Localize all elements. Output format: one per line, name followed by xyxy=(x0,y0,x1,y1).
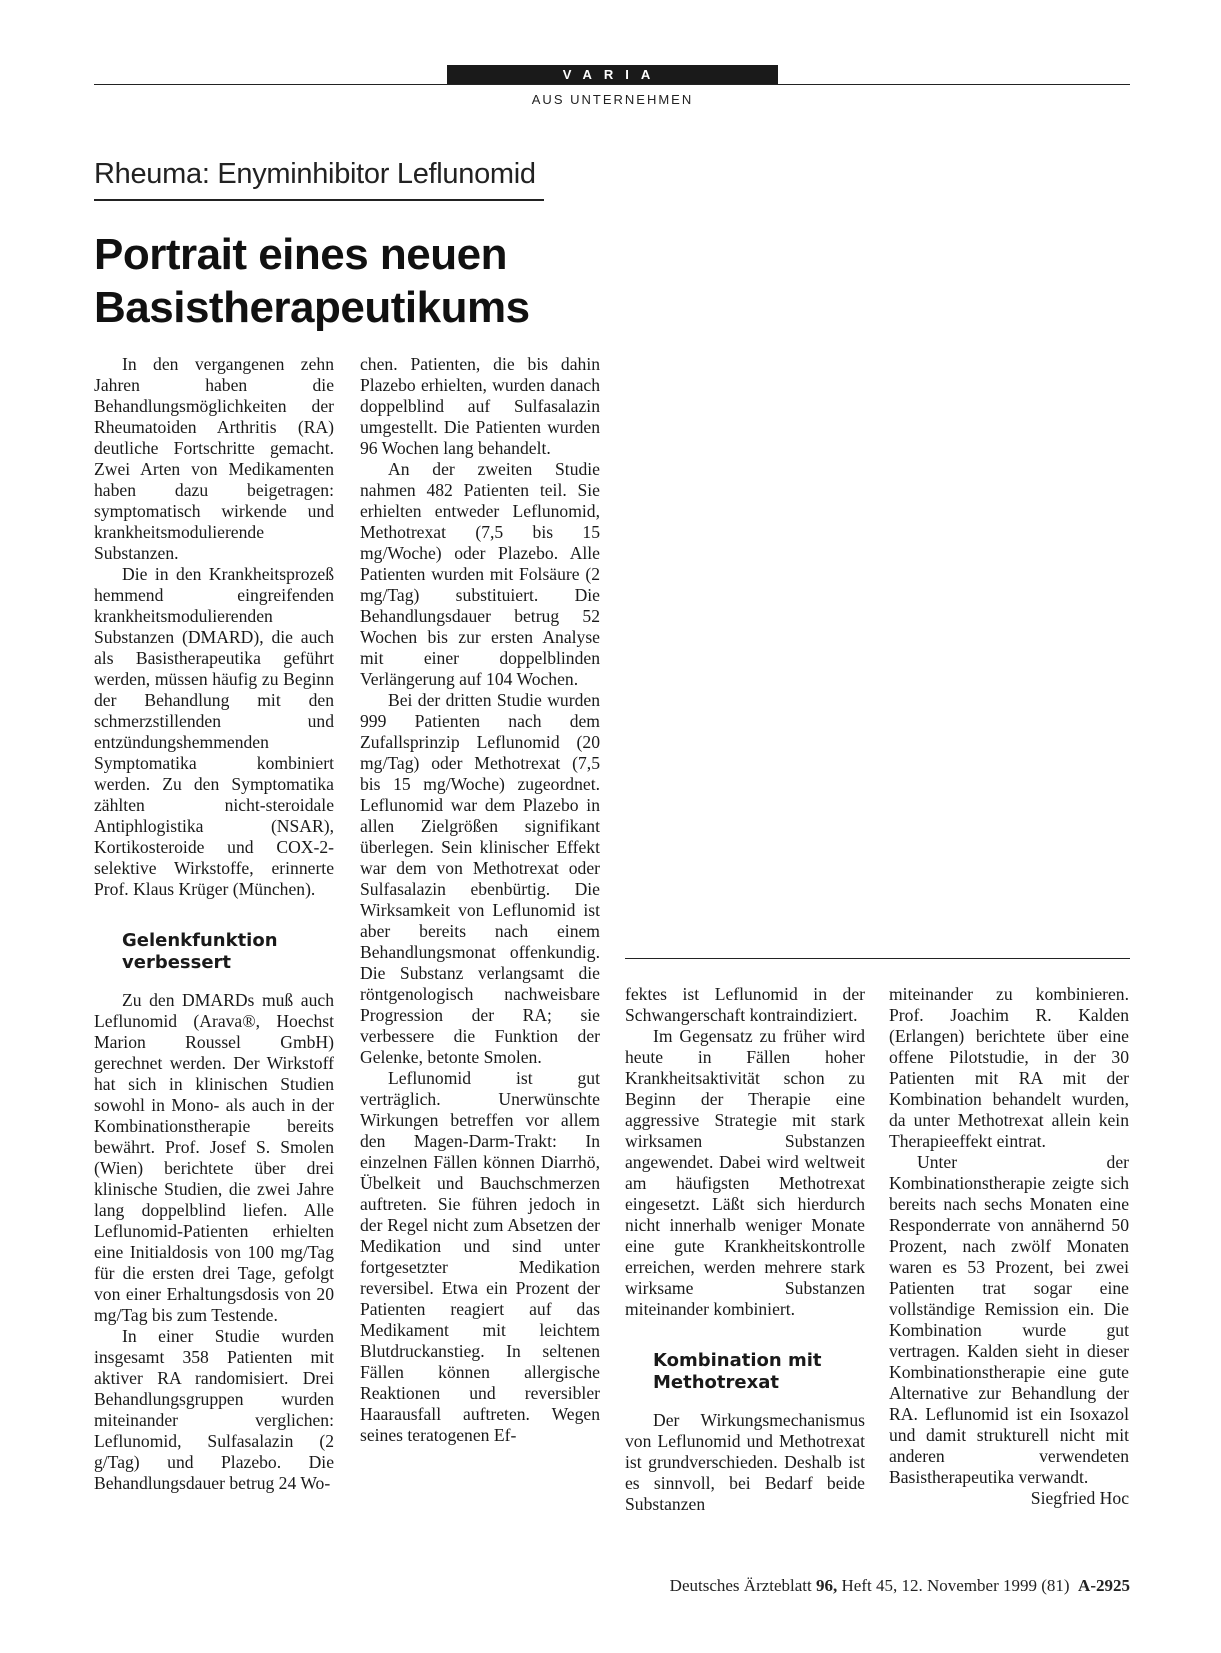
paragraph: chen. Patienten, die bis dahin Plazebo erhielten, wurden danach doppelblind auf Sulfasalazin umgestellt. Die Patienten wurden 96 Wochen lang behandelt. xyxy=(360,354,600,458)
text-column-3 xyxy=(625,984,865,1515)
paragraph: fektes ist Leflunomid in der Schwangerschaft kontraindiziert. xyxy=(625,984,865,1025)
subsection-label: AUS UNTERNEHMEN xyxy=(531,92,694,107)
column-divider-rule xyxy=(625,958,1130,959)
paragraph-text: Unter der Kombinationstherapie zeigte sich bereits nach sechs Monaten eine Responderrate von annähernd 50 Prozent, nach zwölf Monaten waren es 53 Prozent, bei zwei Patienten trat sogar eine vollständige Remission ein. Die Kombination wurde gut vertragen. Kalden sieht in dieser Kombinationstherapie eine gute Alternative zur Behandlung der RA. Leflunomid ist ein Isoxazol und damit strukturell nicht mit anderen verwendeten Basistherapeutika verwandt. xyxy=(889,1152,1129,1487)
text-column-2 xyxy=(360,354,600,1446)
paragraph: In den vergangenen zehn Jahren haben die Behandlungsmöglichkeiten der Rheumatoiden Arthritis (RA) deutliche Fortschritte gemacht. Zwei Arten von Medikamenten haben dazu beigetragen: symptomatisch wirkende und krankheitsmodulierende Substanzen. xyxy=(94,354,334,563)
paragraph: An der zweiten Studie nahmen 482 Patienten teil. Sie erhielten entweder Leflunomid, Methotrexat (7,5 bis 15 mg/Woche) oder Plazebo. Alle Patienten wurden mit Folsäure (2 mg/Tag) substituiert. Die Behandlungsdauer betrug 52 Wochen bis zur ersten Analyse mit einer doppelblinden Verlängerung auf 104 Wochen. xyxy=(360,459,600,689)
issue-info: Heft 45, 12. November 1999 (81) xyxy=(841,1576,1070,1595)
paragraph: miteinander zu kombinieren. Prof. Joachim R. Kalden (Erlangen) berichtete über eine offene Pilotstudie, in der 30 Patienten mit RA mit der Kombination behandelt wurden, da unter Methotrexat allein kein Therapieeffekt eintrat. xyxy=(889,984,1129,1151)
paragraph xyxy=(889,1152,1129,1508)
subheading: Gelenkfunktion verbessert xyxy=(122,930,278,973)
paragraph: Leflunomid ist gut verträglich. Unerwünschte Wirkungen betreffen vor allem den Magen-Darm-Trakt: In einzelnen Fällen können Diarrhö, Übelkeit und Bauchschmerzen auftreten. Sie führen jedoch in der Regel nicht zum Absetzen der Medikation und sind unter fortgesetzter Medikation reversibel. Etwa ein Prozent der Patienten reagiert auf das Medikament mit leichtem Blutdruckanstieg. In seltenen Fällen können allergische Reaktionen und reversibler Haarausfall auftreten. Wegen seines teratogenen Ef- xyxy=(360,1068,600,1445)
paragraph: Im Gegensatz zu früher wird heute in Fällen hoher Krankheitsaktivität schon zu Beginn der Therapie eine aggressive Strategie mit stark wirksamen Substanzen angewendet. Dabei wird weltweit am häufigsten Methotrexat eingesetzt. Läßt sich hierdurch nicht innerhalb weniger Monate eine gute Krankheitskontrolle erreichen, werden mehrere stark wirksame Substanzen miteinander kombiniert. xyxy=(625,1026,865,1319)
journal-name: Deutsches Ärzteblatt xyxy=(669,1576,812,1595)
journal-volume: 96, xyxy=(816,1576,838,1595)
paragraph: Die in den Krankheitsprozeß hemmend eingreifenden krankheitsmodulierenden Substanzen (DMARD), die auch als Basistherapeutika geführt werden, müssen häufig zu Beginn der Behandlung mit den schmerzstillenden und entzündungshemmenden Symptomatika kombiniert werden. Zu den Symptomatika zählten nicht-steroidale Antiphlogistika (NSAR), Kortikosteroide und COX-2-selektive Wirkstoffe, erinnerte Prof. Klaus Krüger (München). xyxy=(94,564,334,899)
paragraph: Der Wirkungsmechanismus von Leflunomid und Methotrexat ist grundverschieden. Deshalb ist es sinnvoll, bei Bedarf beide Substanzen xyxy=(625,1410,865,1514)
text-column-4 xyxy=(889,984,1129,1509)
article-kicker: Rheuma: Enyminhibitor Leflunomid xyxy=(94,158,536,190)
paragraph: Zu den DMARDs muß auch Leflunomid (Arava®, Hoechst Marion Roussel GmbH) gerechnet werden. Der Wirkstoff hat sich in klinischen Studien sowohl in Mono- als auch in der Kombinationstherapie bereits bewährt. Prof. Josef S. Smolen (Wien) berichtete über drei klinische Studien, die zwei Jahre lang doppelblind liefen. Alle Leflunomid-Patienten erhielten eine Initialdosis von 100 mg/Tag für die ersten drei Tage, gefolgt von einer Erhaltungsdosis von 20 mg/Tag bis zum Testende. xyxy=(94,990,334,1325)
section-label: VARIA xyxy=(447,65,778,84)
article-headline: Portrait eines neuen Basistherapeutikums xyxy=(94,230,530,332)
kicker-underline xyxy=(94,199,544,201)
paragraph: In einer Studie wurden insgesamt 358 Patienten mit aktiver RA randomisiert. Drei Behandlungsgruppen wurden miteinander verglichen: Leflunomid, Sulfasalazin (2 g/Tag) und Plazebo. Die Behandlungsdauer betrug 24 Wo- xyxy=(94,1326,334,1493)
text-column-1 xyxy=(94,354,334,1494)
paragraph: Bei der dritten Studie wurden 999 Patienten nach dem Zufallsprinzip Leflunomid (20 mg/Tag) oder Methotrexat (7,5 bis 15 mg/Woche) zugeordnet. Leflunomid war dem Plazebo in allen Zielgrößen signifikant überlegen. Sein klinischer Effekt war dem von Methotrexat oder Sulfasalazin ebenbürtig. Die Wirksamkeit von Leflunomid ist aber bereits nach einem Behandlungsmonat offenkundig. Die Substanz verlangsamt die röntgenologisch nachweisbare Progression der RA; sie verbessere die Funktion der Gelenke, betonte Smolen. xyxy=(360,690,600,1067)
header-rule xyxy=(94,84,1130,85)
page-number: A-2925 xyxy=(1078,1576,1130,1595)
page-footer xyxy=(670,1576,1130,1596)
author-name: Siegfried Hoc xyxy=(1030,1488,1129,1508)
subheading: Kombination mit Methotrexat xyxy=(653,1350,822,1393)
